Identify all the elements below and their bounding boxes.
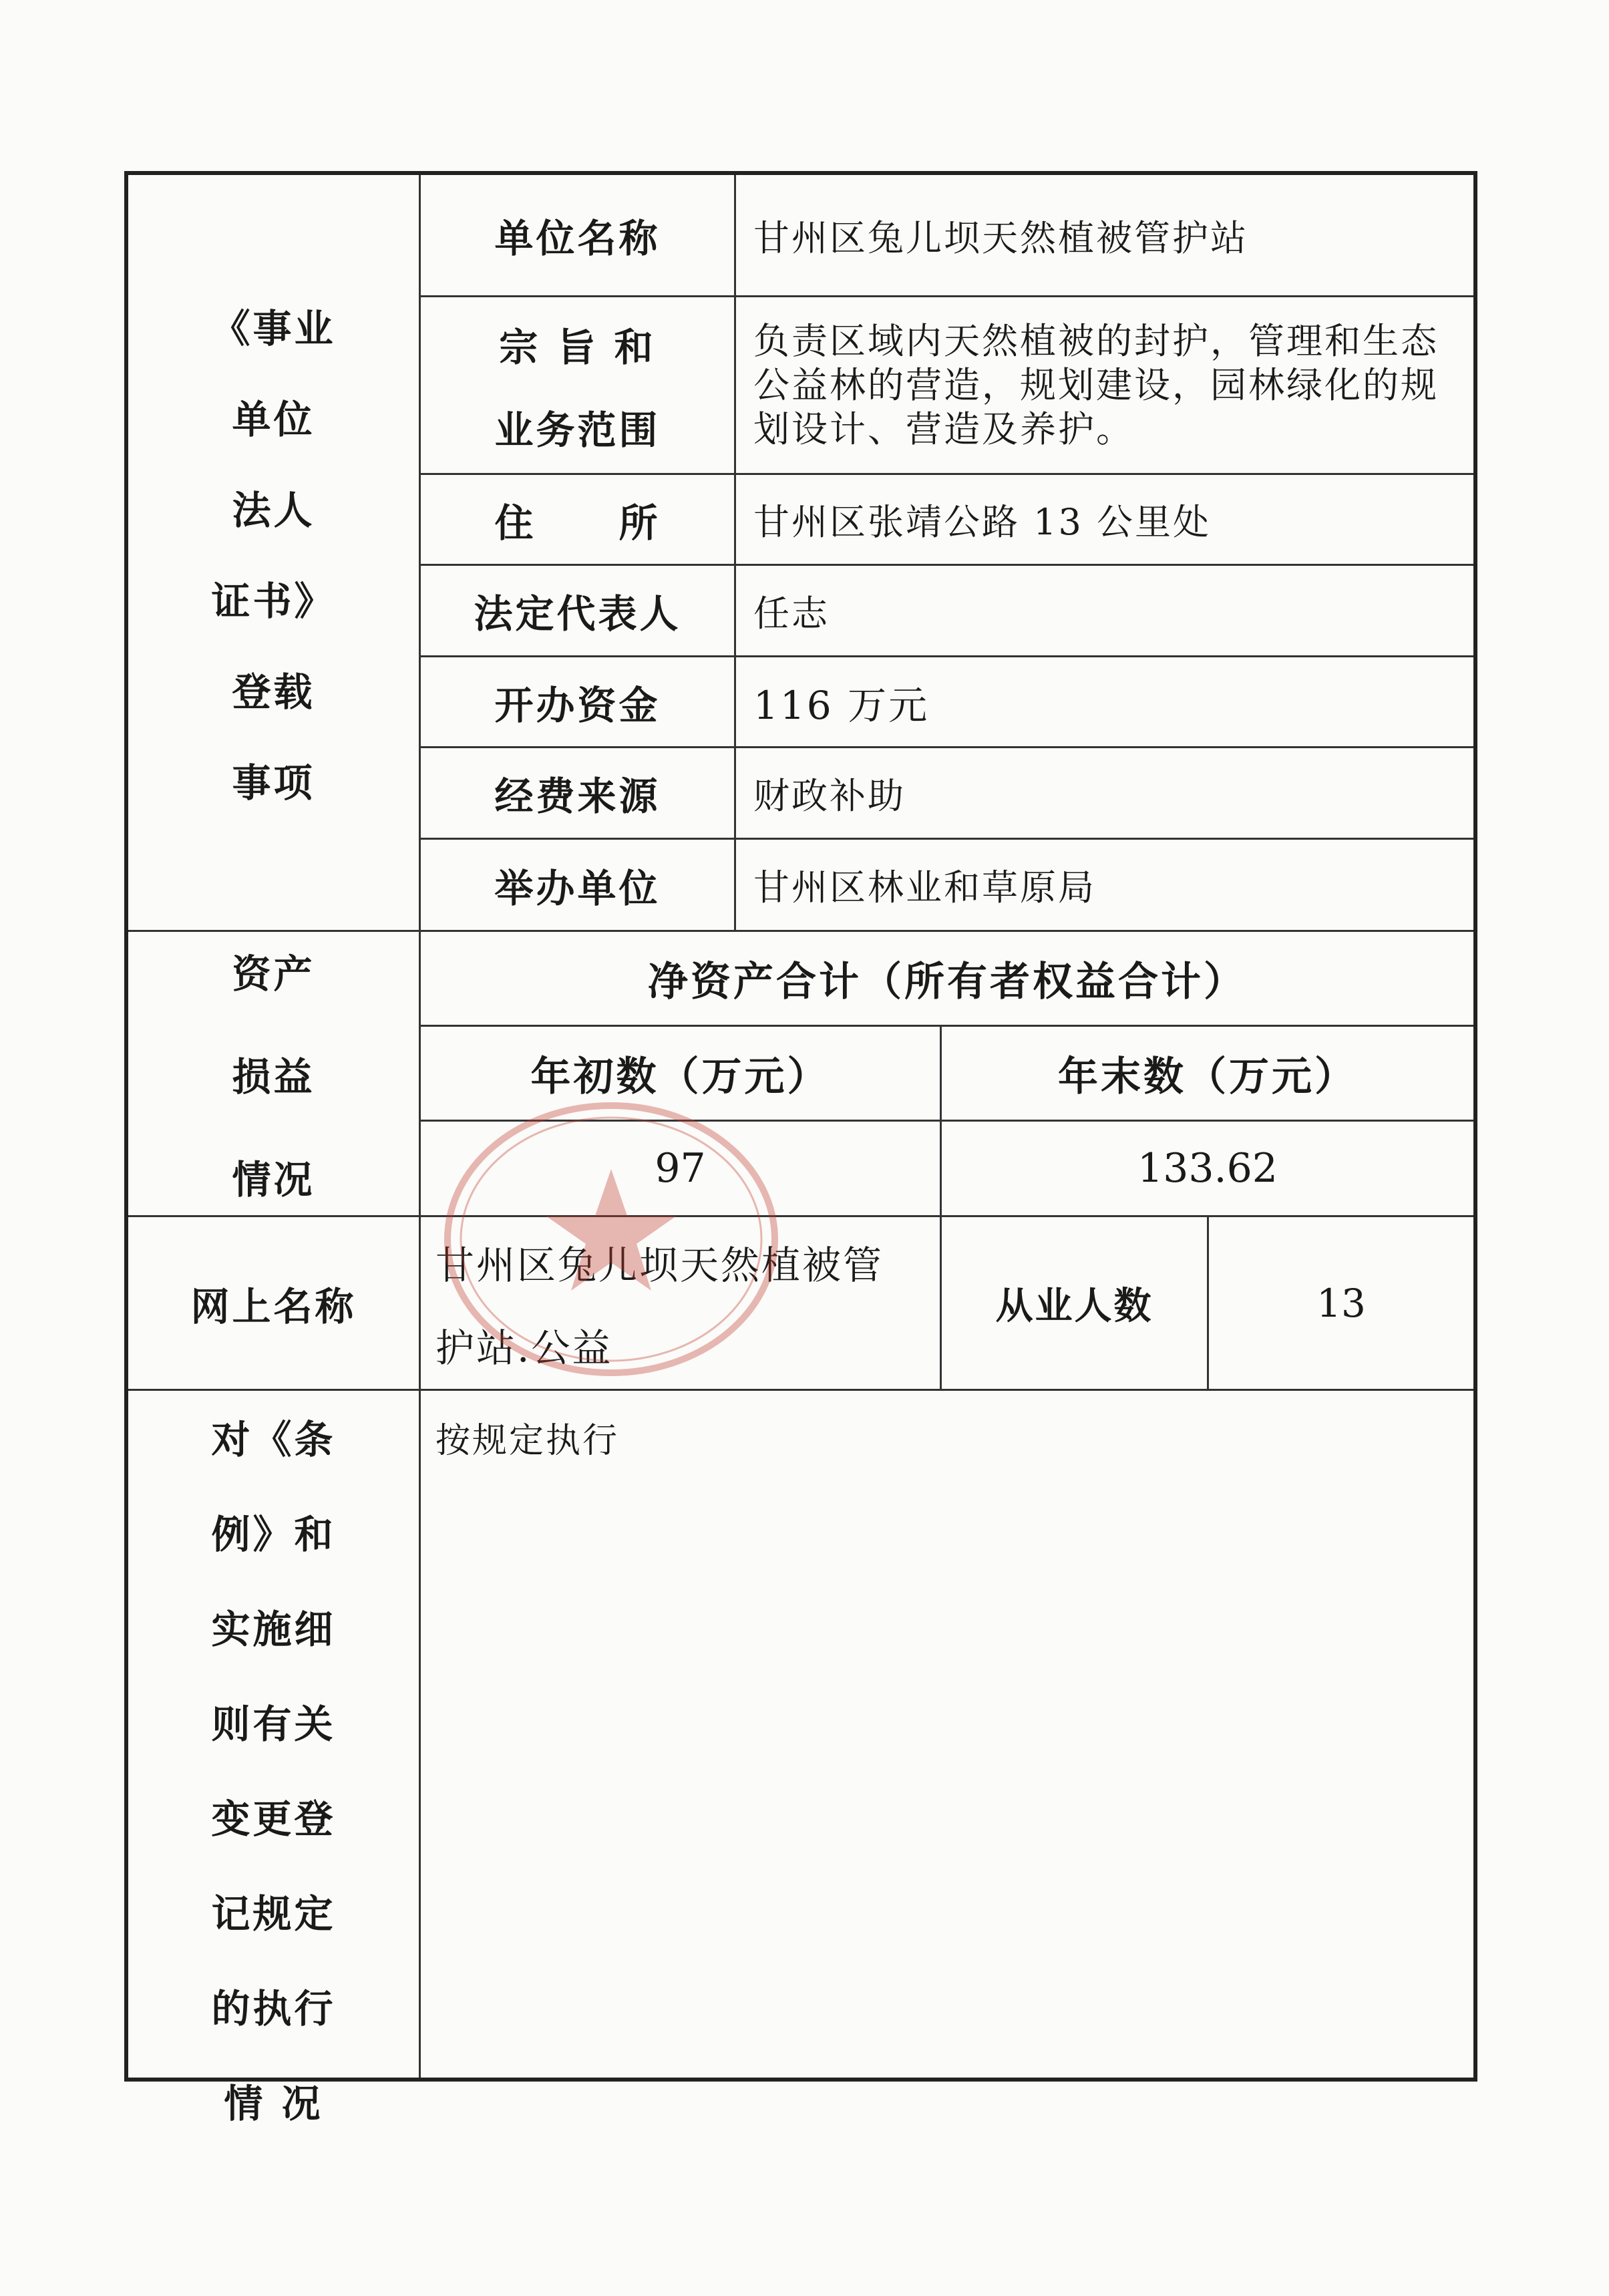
unit-name-value: 甘州区兔儿坝天然植被管护站 [736, 175, 1473, 297]
label-line: 单位 [232, 397, 315, 442]
address-label: 住 所 [421, 475, 736, 566]
unit-name-label: 单位名称 [421, 175, 736, 297]
year-begin-label: 年初数（万元） [421, 1027, 942, 1122]
year-end-label: 年末数（万元） [942, 1027, 1473, 1122]
registration-items-label [128, 175, 421, 932]
online-name-value: 甘州区兔儿坝天然植被管 护站.公益 [421, 1217, 942, 1391]
capital-label: 开办资金 [421, 657, 736, 748]
legal-rep-value: 任志 [736, 566, 1473, 657]
sponsor-label: 举办单位 [421, 840, 736, 932]
label-line: 法人 [232, 488, 315, 533]
registration-form-table [124, 171, 1477, 2126]
purpose-label: 宗 旨 和 业务范围 [421, 297, 736, 475]
label-line: 登载 [232, 669, 315, 715]
funding-label: 经费来源 [421, 748, 736, 840]
label-line: 证书》 [211, 579, 336, 624]
capital-value: 116 万元 [736, 657, 1473, 748]
sponsor-value: 甘州区林业和草原局 [736, 840, 1473, 932]
label-line: 《事业 [211, 306, 336, 351]
regulation-value: 按规定执行 [435, 1421, 620, 1461]
assets-label: 资产 损益 情况 [128, 932, 421, 1217]
net-assets-header: 净资产合计（所有者权益合计） [421, 932, 1473, 1027]
purpose-value: 负责区域内天然植被的封护，管理和生态公益林的营造，规划建设，园林绿化的规划设计、营造及养护。 [736, 297, 1473, 475]
staff-count-label: 从业人数 [942, 1217, 1209, 1391]
funding-value: 财政补助 [736, 748, 1473, 840]
online-name-label: 网上名称 [128, 1217, 421, 1391]
label-line: 事项 [232, 760, 315, 806]
year-begin-value: 97 [421, 1122, 942, 1217]
legal-rep-label: 法定代表人 [421, 566, 736, 657]
regulation-label: 对《条 例》和 实施细 则有关 变更登 记规定 的执行 情 况 [128, 1391, 421, 2078]
year-end-value: 133.62 [942, 1122, 1473, 1217]
address-value: 甘州区张靖公路 13 公里处 [736, 475, 1473, 566]
staff-count-value: 13 [1209, 1217, 1473, 1391]
